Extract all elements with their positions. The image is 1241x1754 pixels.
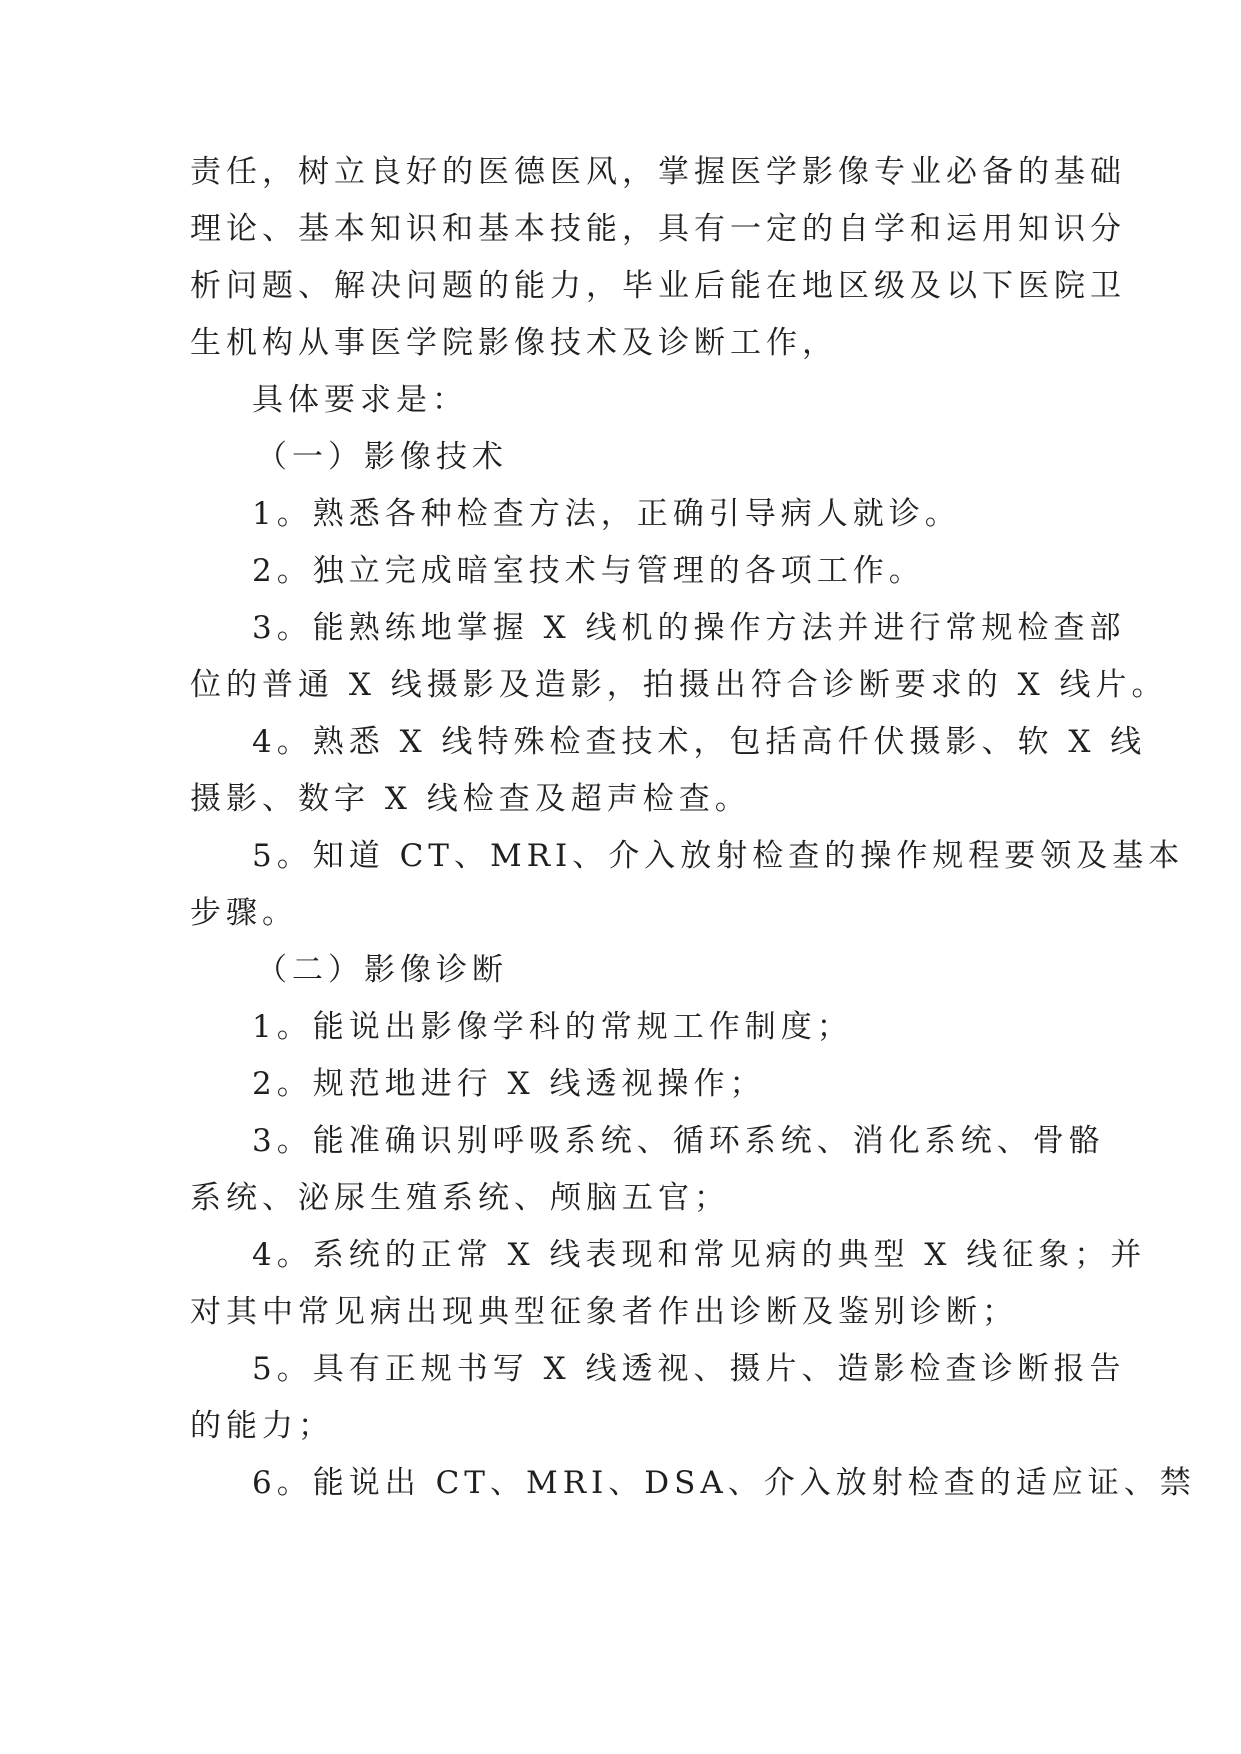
list-item-continuation: 系统、泌尿生殖系统、颅脑五官； [190,1180,730,1216]
paragraph-line: 具体要求是： [252,382,468,418]
list-item-continuation: 的能力； [190,1408,334,1444]
section-heading: （二）影像诊断 [256,952,508,988]
paragraph-line: 责任，树立良好的医德医风，掌握医学影像专业必备的基础 [190,154,1126,190]
list-item: 1。熟悉各种检查方法，正确引导病人就诊。 [252,496,961,532]
list-item-continuation: 位的普通 X 线摄影及造影，拍摄出符合诊断要求的 X 线片。 [190,667,1168,703]
list-item: 2。独立完成暗室技术与管理的各项工作。 [252,553,925,589]
list-item: 5。具有正规书写 X 线透视、摄片、造影检查诊断报告 [252,1351,1126,1387]
list-item-continuation: 对其中常见病出现典型征象者作出诊断及鉴别诊断； [190,1294,1018,1330]
paragraph-line: 生机构从事医学院影像技术及诊断工作， [190,325,838,361]
list-item: 2。规范地进行 X 线透视操作； [252,1066,766,1102]
paragraph-line: 理论、基本知识和基本技能，具有一定的自学和运用知识分 [190,211,1126,247]
paragraph-line: 析问题、解决问题的能力，毕业后能在地区级及以下医院卫 [190,268,1126,304]
list-item: 6。能说出 CT、MRI、DSA、介入放射检查的适应证、禁 [252,1465,1196,1501]
list-item: 3。能熟练地掌握 X 线机的操作方法并进行常规检查部 [252,610,1126,646]
list-item-continuation: 步骤。 [190,895,298,931]
list-item: 4。熟悉 X 线特殊检查技术，包括高仟伏摄影、软 X 线 [252,724,1147,760]
list-item: 3。能准确识别呼吸系统、循环系统、消化系统、骨骼 [252,1123,1105,1159]
section-heading: （一）影像技术 [256,439,508,475]
list-item: 1。能说出影像学科的常规工作制度； [252,1009,853,1045]
list-item: 5。知道 CT、MRI、介入放射检查的操作规程要领及基本 [252,838,1185,874]
list-item-continuation: 摄影、数字 X 线检查及超声检查。 [190,781,751,817]
list-item: 4。系统的正常 X 线表现和常见病的典型 X 线征象；并 [252,1237,1147,1273]
